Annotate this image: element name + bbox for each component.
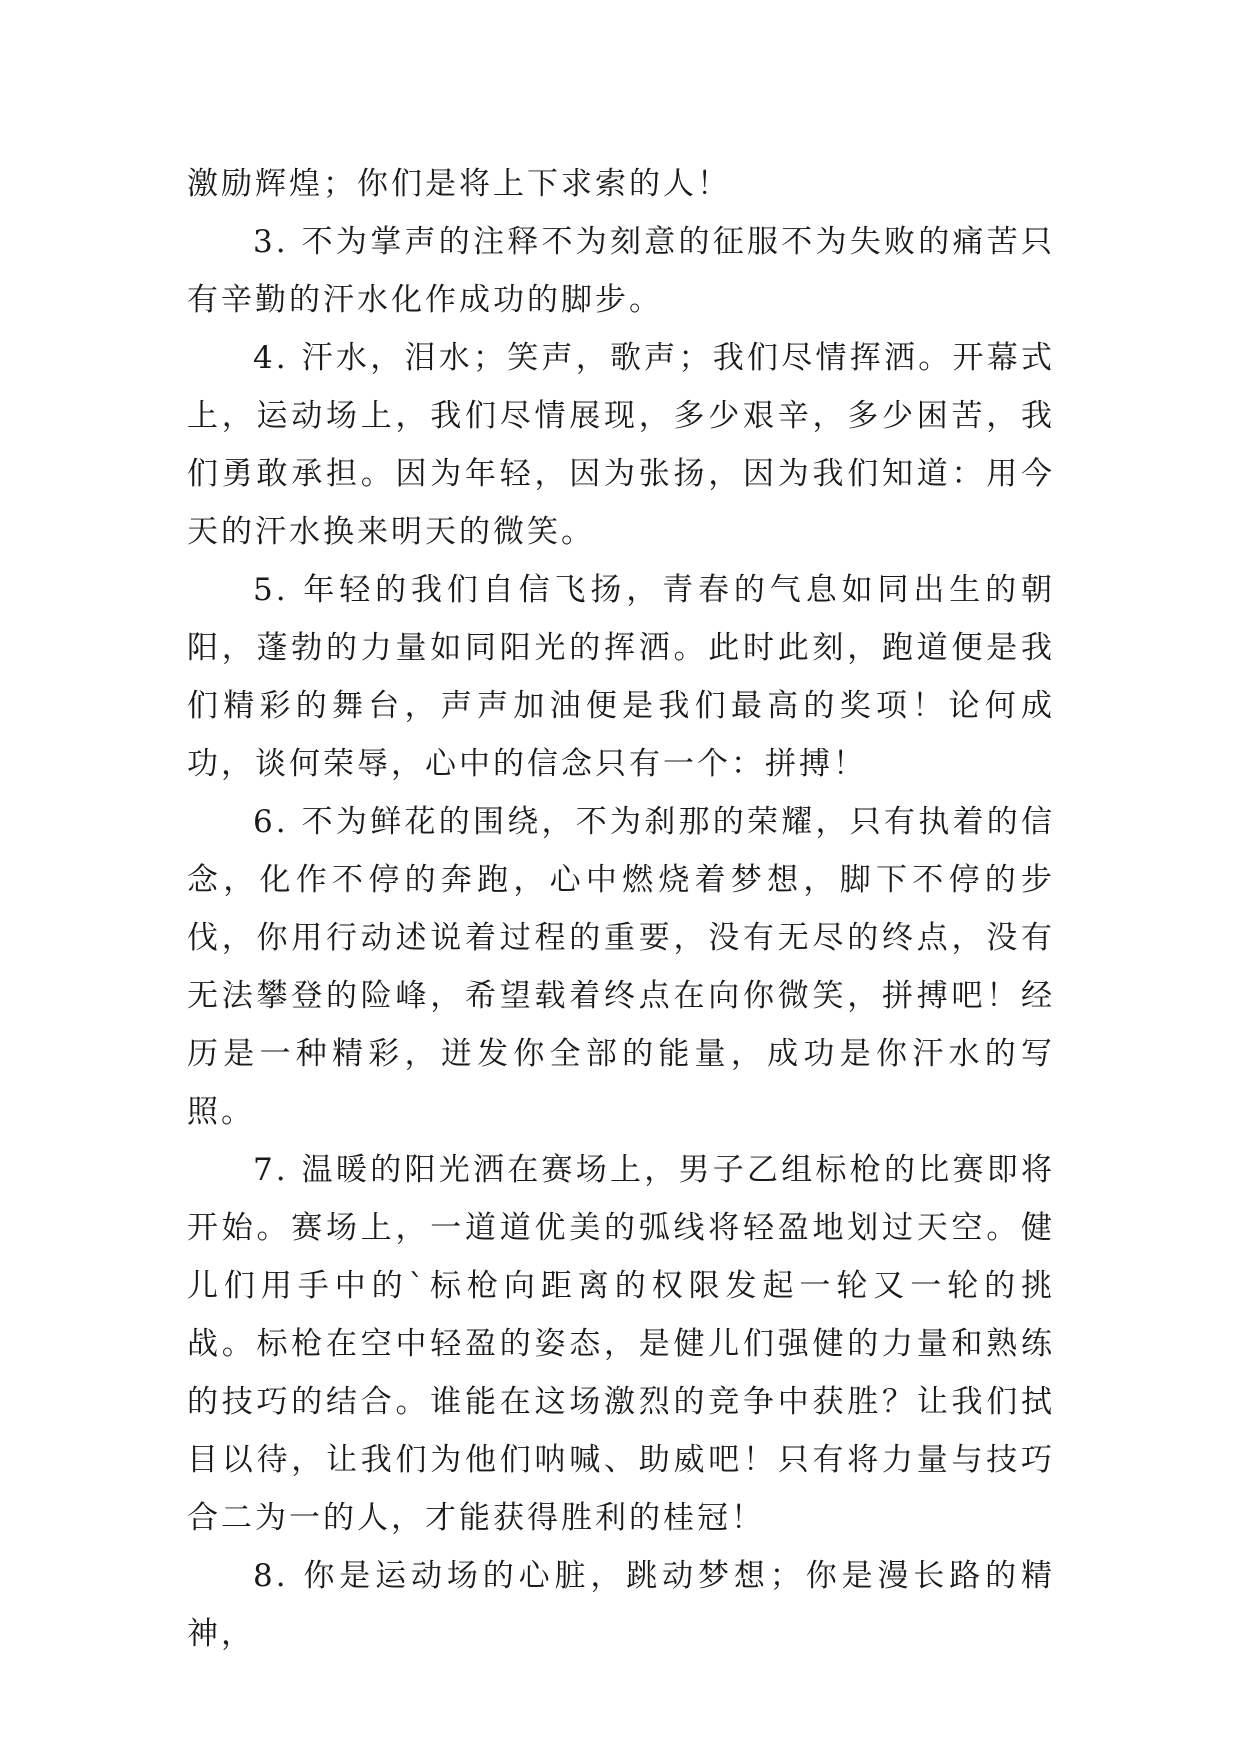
paragraph-8: 8. 你是运动场的心脏，跳动梦想；你是漫长路的精神， [187,1558,1055,1652]
paragraph-3: 3. 不为掌声的注释不为刻意的征服不为失败的痛苦只有辛勤的汗水化作成功的脚步。 [187,224,1055,318]
paragraph-continuation: 激励辉煌；你们是将上下求索的人！ [187,166,731,202]
paragraph-5: 5. 年轻的我们自信飞扬，青春的气息如同出生的朝阳，蓬勃的力量如同阳光的挥洒。此时此刻，跑道便是我们精彩的舞台，声声加油便是我们最高的奖项！论何成功，谈何荣辱，心中的信念只有一个：拼搏！ [187,572,1055,782]
paragraph-6: 6. 不为鲜花的围绕，不为刹那的荣耀，只有执着的信念，化作不停的奔跑，心中燃烧着梦想，脚下不停的步伐，你用行动述说着过程的重要，没有无尽的终点，没有无法攀登的险峰，希望载着终点在向你微笑，拼搏吧！经历是一种精彩，迸发你全部的能量，成功是你汗水的写照。 [187,804,1055,1130]
paragraph-7: 7. 温暖的阳光洒在赛场上，男子乙组标枪的比赛即将开始。赛场上，一道道优美的弧线将轻盈地划过天空。健儿们用手中的`标枪向距离的权限发起一轮又一轮的挑战。标枪在空中轻盈的姿态，是健儿们强健的力量和熟练的技巧的结合。谁能在这场激烈的竞争中获胜？让我们拭目以待，让我们为他们呐喊、助威吧！只有将力量与技巧合二为一的人，才能获得胜利的桂冠！ [187,1152,1055,1536]
paragraph-4: 4. 汗水，泪水；笑声，歌声；我们尽情挥洒。开幕式上，运动场上，我们尽情展现，多少艰辛，多少困苦，我们勇敢承担。因为年轻，因为张扬，因为我们知道：用今天的汗水换来明天的微笑。 [187,340,1055,550]
document-body [187,155,1055,1663]
